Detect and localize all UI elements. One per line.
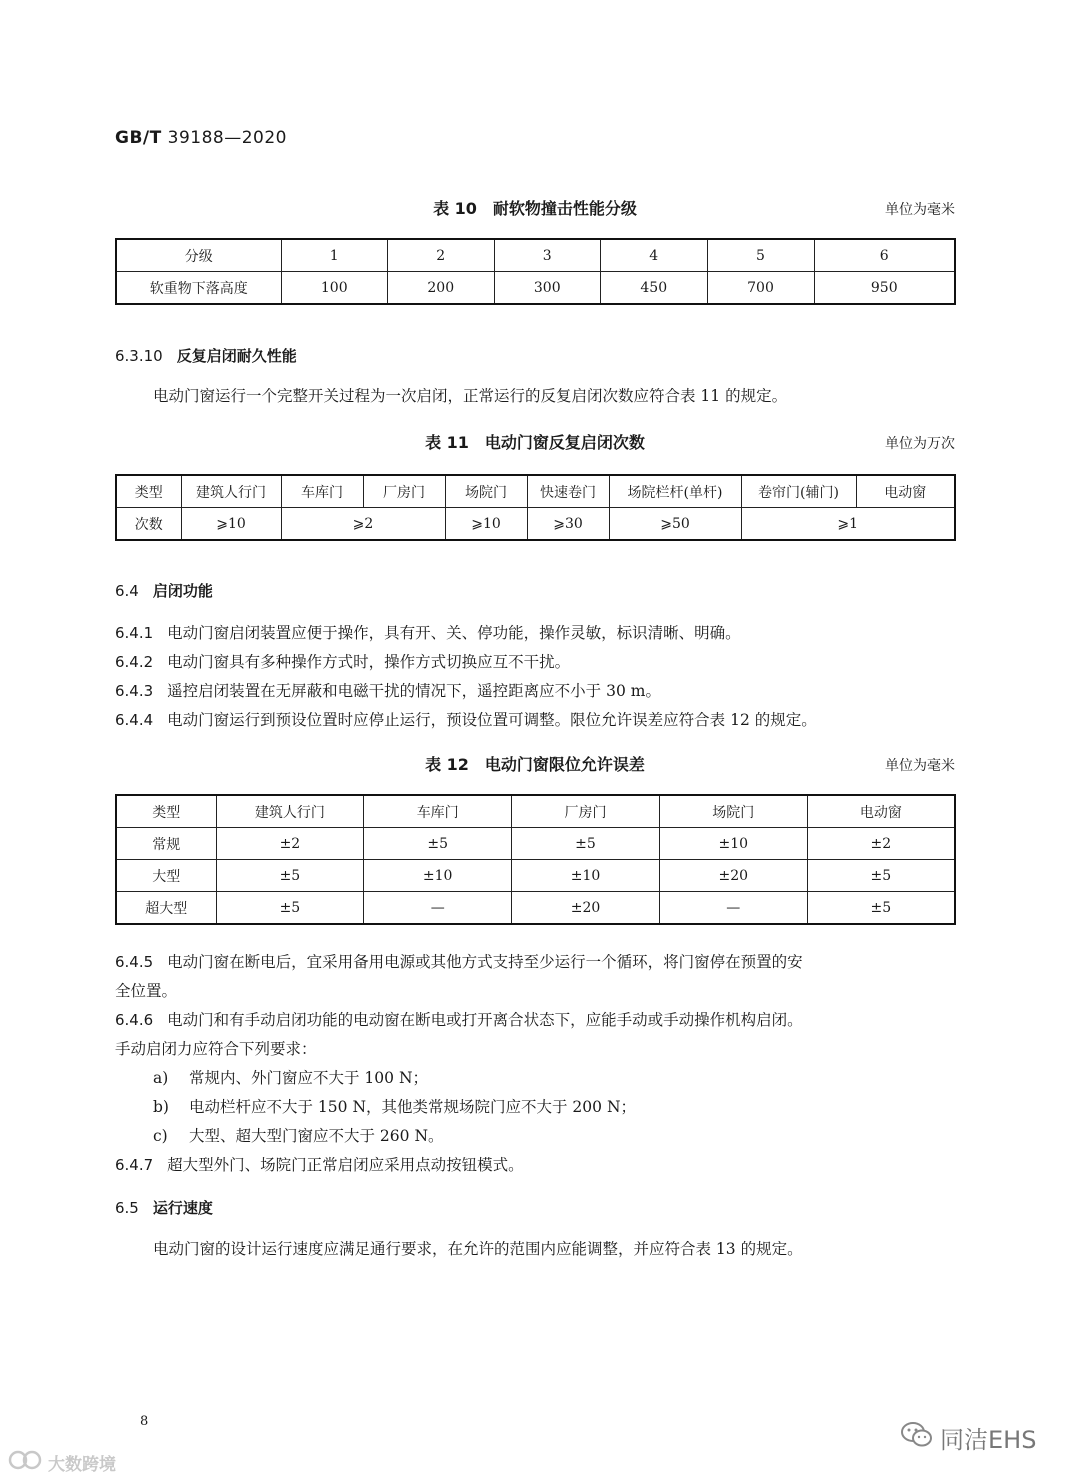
table-cell: 厂房门	[363, 475, 445, 508]
table-row	[116, 828, 955, 860]
table-cell: ±5	[807, 892, 955, 925]
table-cell: 场院栏杆(单杆)	[609, 475, 741, 508]
table-cell: 300	[494, 272, 601, 305]
section-title: 反复启闭耐久性能	[176, 347, 297, 365]
list-item	[153, 1064, 428, 1093]
table-cell: ±10	[364, 860, 512, 892]
table-cell: ±10	[512, 860, 660, 892]
watermark-left	[8, 1448, 116, 1477]
clause-number: 6.4.2	[115, 653, 154, 671]
clause-6-4-3	[115, 677, 661, 706]
table-cell: ±5	[216, 860, 364, 892]
table-row	[116, 795, 955, 828]
table-cell: 450	[601, 272, 708, 305]
table-cell: 分级	[116, 239, 281, 272]
section-6-5-heading	[115, 1197, 213, 1218]
section-number: 6.5	[115, 1199, 139, 1217]
table-cell: 车库门	[281, 475, 363, 508]
list-text: 电动栏杆应不大于 150 N，其他类常规场院门应不大于 200 N；	[189, 1098, 637, 1116]
table11	[115, 474, 956, 541]
section-6-5-text: 电动门窗的设计运行速度应满足通行要求，在允许的范围内应能调整，并应符合表 13 的规定。	[153, 1240, 803, 1258]
table-cell: 场院门	[659, 795, 807, 828]
table-cell: ±20	[512, 892, 660, 925]
table-cell: 常规	[116, 828, 216, 860]
table-cell: ⩾50	[609, 508, 741, 541]
table-cell: 次数	[116, 508, 181, 541]
clause-text: 遥控启闭装置在无屏蔽和电磁干扰的情况下，遥控距离应不小于 30 m。	[167, 682, 661, 700]
table-cell: 3	[494, 239, 601, 272]
table-row	[116, 508, 955, 541]
clause-number: 6.4.3	[115, 682, 154, 700]
watermark-right	[900, 1420, 1036, 1455]
table10-caption: 表 10 耐软物撞击性能分级	[433, 199, 637, 218]
table-cell: 类型	[116, 795, 216, 828]
table-cell: 超大型	[116, 892, 216, 925]
clause-text: 电动门窗在断电后，宜采用备用电源或其他方式支持至少运行一个循环，将门窗停在预置的安	[167, 953, 803, 971]
clause-6-4-4	[115, 706, 817, 735]
clause-number: 6.4.5	[115, 953, 154, 971]
table-cell: ⩾10	[445, 508, 527, 541]
clause-6-4-5	[115, 948, 803, 977]
table-cell: 场院门	[445, 475, 527, 508]
watermark-right-text: 同洁EHS	[940, 1426, 1037, 1454]
table-cell: 建筑人行门	[181, 475, 281, 508]
list-item	[153, 1122, 444, 1151]
clause-text: 电动门窗运行到预设位置时应停止运行，预设位置可调整。限位允许误差应符合表 12 的规定。	[167, 711, 817, 729]
table-cell: 软重物下落高度	[116, 272, 281, 305]
table10-unit: 单位为毫米	[885, 202, 955, 218]
table-cell: ±10	[659, 828, 807, 860]
table-row	[116, 239, 955, 272]
table-cell: 5	[707, 239, 814, 272]
list-text: 大型、超大型门窗应不大于 260 N。	[189, 1127, 444, 1145]
watermark-left-text: 大数跨境	[48, 1455, 116, 1475]
page-number: 8	[140, 1414, 149, 1429]
table-cell: 建筑人行门	[216, 795, 364, 828]
clause-text: 电动门窗启闭装置应便于操作，具有开、关、停功能，操作灵敏，标识清晰、明确。	[167, 624, 741, 642]
table-cell: 类型	[116, 475, 181, 508]
clause-text: 超大型外门、场院门正常启闭应采用点动按钮模式。	[167, 1156, 524, 1174]
table-cell: ⩾1	[741, 508, 955, 541]
section-6-3-10-heading	[115, 345, 297, 366]
table-row	[116, 272, 955, 305]
clause-text: 电动门和有手动启闭功能的电动窗在断电或打开离合状态下，应能手动或手动操作机构启闭。	[167, 1011, 803, 1029]
table-cell: ±5	[512, 828, 660, 860]
table10	[115, 238, 956, 305]
list-item	[153, 1093, 636, 1122]
clause-number: 6.4.7	[115, 1156, 154, 1174]
table-cell: 1	[281, 239, 388, 272]
table11-unit: 单位为万次	[885, 436, 955, 452]
section-6-3-10-text: 电动门窗运行一个完整开关过程为一次启闭，正常运行的反复启闭次数应符合表 11 的规定。	[153, 387, 788, 405]
clause-6-4-6	[115, 1006, 803, 1035]
table-row	[116, 860, 955, 892]
table-cell: 大型	[116, 860, 216, 892]
table-cell: —	[364, 892, 512, 925]
std-prefix: GB/T	[115, 128, 162, 148]
table-cell: ⩾2	[281, 508, 445, 541]
section-title: 启闭功能	[152, 582, 213, 600]
std-number: 39188—2020	[161, 128, 287, 148]
list-marker: c)	[153, 1127, 168, 1145]
table-cell: 100	[281, 272, 388, 305]
clause-6-4-1	[115, 619, 741, 648]
table-cell: 700	[707, 272, 814, 305]
table-cell: 4	[601, 239, 708, 272]
table12	[115, 794, 956, 925]
section-number: 6.3.10	[115, 347, 163, 365]
clause-6-4-5-continued: 全位置。	[115, 982, 178, 1000]
table-cell: 快速卷门	[527, 475, 609, 508]
table-cell: ±2	[807, 828, 955, 860]
list-text: 常规内、外门窗应不大于 100 N；	[189, 1069, 429, 1087]
section-title: 运行速度	[152, 1199, 213, 1217]
table-row	[116, 892, 955, 925]
table-cell: ±20	[659, 860, 807, 892]
table-cell: 2	[388, 239, 495, 272]
table12-caption: 表 12 电动门窗限位允许误差	[425, 755, 645, 774]
clause-number: 6.4.1	[115, 624, 154, 642]
section-number: 6.4	[115, 582, 139, 600]
table-cell: ±5	[364, 828, 512, 860]
table-row	[116, 475, 955, 508]
clause-number: 6.4.4	[115, 711, 154, 729]
table-cell: 厂房门	[512, 795, 660, 828]
table-cell: ⩾10	[181, 508, 281, 541]
table-cell: 电动窗	[807, 795, 955, 828]
list-marker: b)	[153, 1098, 169, 1116]
table-cell: ±5	[216, 892, 364, 925]
table-cell: ±2	[216, 828, 364, 860]
table-cell: 电动窗	[856, 475, 955, 508]
clause-6-4-7	[115, 1151, 524, 1180]
standard-code	[115, 128, 287, 148]
table-cell: —	[659, 892, 807, 925]
clause-6-4-6-continued: 手动启闭力应符合下列要求：	[115, 1040, 317, 1058]
section-6-4-heading	[115, 580, 213, 601]
table-cell: 6	[814, 239, 955, 272]
clause-number: 6.4.6	[115, 1011, 154, 1029]
table12-unit: 单位为毫米	[885, 758, 955, 774]
table-cell: 200	[388, 272, 495, 305]
clause-6-4-2	[115, 648, 570, 677]
table-cell: ⩾30	[527, 508, 609, 541]
list-marker: a)	[153, 1069, 169, 1087]
table-cell: 950	[814, 272, 955, 305]
clause-text: 电动门窗具有多种操作方式时，操作方式切换应互不干扰。	[167, 653, 571, 671]
table11-caption: 表 11 电动门窗反复启闭次数	[425, 433, 645, 452]
chat-bubble-icon	[8, 1448, 44, 1477]
table-cell: 车库门	[364, 795, 512, 828]
wechat-icon	[900, 1421, 934, 1455]
table-cell: 卷帘门(辅门)	[741, 475, 856, 508]
table-cell: ±5	[807, 860, 955, 892]
